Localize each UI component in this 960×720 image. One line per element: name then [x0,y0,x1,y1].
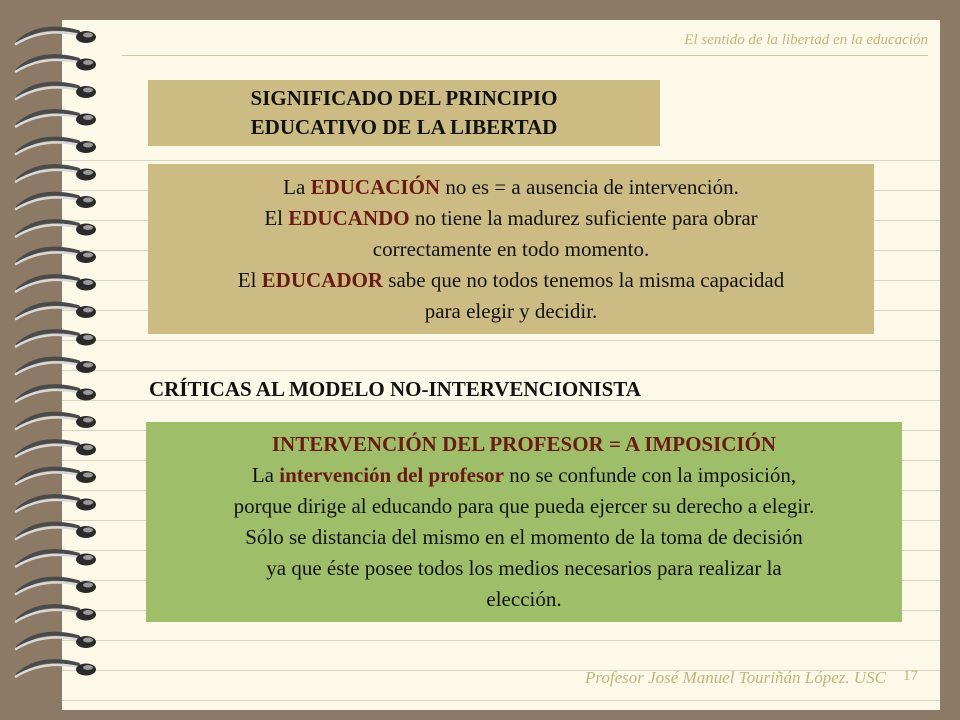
section-title-line-2: EDUCATIVO DE LA LIBERTAD [250,115,558,139]
definition-line-1 [148,172,874,203]
spiral-ring [16,331,96,346]
spiral-ring [16,496,96,511]
intervention-line-3: Sólo se distancia del mismo en el momento de la toma de decisión [245,525,803,549]
spiral-ring [16,524,96,539]
notebook-page [62,20,940,710]
spiral-ring [16,551,96,566]
text: El [264,205,289,230]
intervention-line-4: ya que éste posee todos los medios necesarios para realizar la [266,556,782,580]
intervention-line-2: porque dirige al educando para que pueda ejercer su derecho a elegir. [233,494,815,518]
definition-line-3: correctamente en todo momento. [372,236,650,261]
spiral-ring [16,414,96,429]
intervention-line-1 [146,460,902,491]
ruled-line [62,370,940,371]
spiral-ring [16,249,96,264]
definition-line-4 [148,265,874,296]
ruled-line [62,640,940,641]
text: La [251,463,280,487]
header-divider [122,55,928,56]
ruled-line [62,700,940,701]
emphasis-educador: EDUCADOR [261,267,384,292]
text: no tiene la madurez suficiente para obrar [409,205,758,230]
spiral-ring [16,661,96,676]
definition-line-5: para elegir y decidir. [424,298,598,323]
spiral-ring [16,84,96,99]
spiral-ring [16,194,96,209]
definition-box [148,164,874,334]
footer-author: Profesor José Manuel Touriñán López. USC [585,668,886,687]
text: no es = a ausencia de intervención. [440,174,739,199]
ruled-line [62,340,940,341]
ruled-line [62,160,940,161]
slide-header-title: El sentido de la libertad en la educación [684,32,928,48]
spiral-ring [16,441,96,456]
emphasis-intervencion: intervención del profesor [279,463,504,487]
text: sabe que no todos tenemos la misma capacidad [383,267,785,292]
spiral-rings [16,29,96,677]
spiral-ring [16,166,96,181]
definition-line-2 [148,203,874,234]
spiral-ring [16,276,96,291]
spiral-ring [16,634,96,649]
spiral-ring [16,469,96,484]
spiral-ring [16,221,96,236]
text: no se confunde con la imposición, [503,463,797,487]
emphasis-educando: EDUCANDO [288,205,410,230]
spiral-ring [16,29,96,44]
intervention-line-5: elección. [486,587,562,611]
spiral-ring [16,386,96,401]
intervention-title: INTERVENCIÓN DEL PROFESOR = A IMPOSICIÓN [271,432,777,456]
criticas-heading: CRÍTICAS AL MODELO NO-INTERVENCIONISTA [149,377,641,401]
page-number: 17 [903,668,918,684]
spiral-binding-icon [0,20,110,710]
section-title-box [148,80,660,146]
spiral-ring [16,579,96,594]
text: La [283,174,311,199]
spiral-ring [16,111,96,126]
emphasis-educacion: EDUCACIÓN [310,174,441,199]
spiral-ring [16,304,96,319]
spiral-ring [16,606,96,621]
spiral-ring [16,56,96,71]
section-title-line-1: SIGNIFICADO DEL PRINCIPIO [250,86,558,110]
spiral-ring [16,139,96,154]
intervention-box [146,422,902,622]
spiral-ring [16,359,96,374]
text: El [237,267,262,292]
